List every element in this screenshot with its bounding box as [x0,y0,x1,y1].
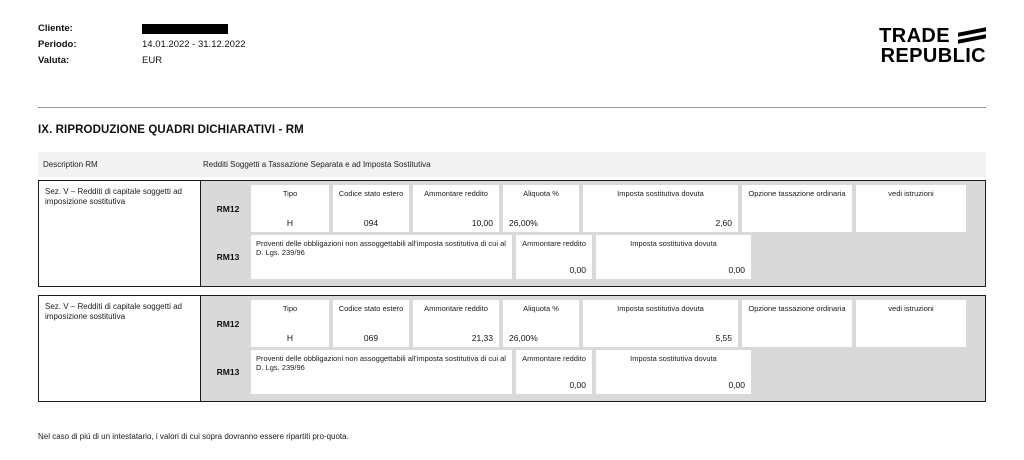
meta-row-periodo [38,40,246,56]
field-empty-opzione [755,235,865,279]
rm-block [38,295,986,402]
field-tipo[interactable] [251,185,329,232]
field-value: 2,60 [715,218,732,228]
field-caption: Imposta sostitutiva dovuta [630,354,717,363]
meta-value-valuta: EUR [142,55,163,67]
field-imposta-sostitutiva-dovuta[interactable] [583,300,738,347]
field-caption: Tipo [282,304,298,313]
meta-row-cliente [38,24,246,40]
field-value: H [286,218,294,228]
meta-value-periodo: 14.01.2022 - 31.12.2022 [142,39,246,51]
field-caption: Ammontare reddito [424,189,488,198]
document-header [38,24,986,94]
description-value: Redditi Soggetti a Tassazione Separata e ad Imposta Sostitutiva [203,160,431,169]
block-body [201,296,985,401]
field-caption: Imposta sostitutiva dovuta [617,304,704,313]
field-caption: Ammontare reddito [424,304,488,313]
field-value: 0,00 [728,265,745,275]
field-caption: Ammontare reddito [522,354,586,363]
block-label: Sez. V – Redditi di capitale soggetti ad imposizione sostitutiva [39,296,201,401]
meta-row-valuta [38,56,246,72]
footnote: Nel caso di piú di un intestatario, i valori di cui sopra dovranno essere ripartiti pro-quota. [38,432,349,441]
row-code: RM12 [216,318,240,329]
field-imposta-sostitutiva-dovuta[interactable] [596,235,751,279]
field-caption: Tipo [282,189,298,198]
meta-label-valuta: Valuta: [38,55,70,67]
field-value: 0,00 [569,380,586,390]
rm-block [38,180,986,287]
field-ammontare-reddito[interactable] [413,300,499,347]
logo-waves-icon [958,28,986,44]
field-caption: vedi istruzioni [888,304,934,313]
field-aliquota[interactable] [503,185,579,232]
description-label: Description RM [43,160,98,169]
field-proventi-note [251,350,512,394]
field-caption: Codice stato estero [338,304,404,313]
field-empty-opzione [755,350,865,394]
field-caption: Aliquota % [523,304,559,313]
field-caption: Imposta sostitutiva dovuta [617,189,704,198]
field-value: 094 [363,218,379,228]
field-imposta-sostitutiva-dovuta[interactable] [596,350,751,394]
description-bar [38,152,986,177]
field-value: 26,00% [509,333,538,343]
meta-label-cliente: Cliente: [38,23,73,34]
row-code: RM12 [216,203,240,214]
field-imposta-sostitutiva-dovuta[interactable] [583,185,738,232]
redacted-client-name [142,24,228,34]
field-value: 21,33 [471,333,493,343]
field-caption: vedi istruzioni [888,189,934,198]
field-caption: Aliquota % [523,189,559,198]
field-caption: Proventi delle obbligazioni non assoggettabili all'imposta sostitutiva di cui al D. Lgs. 239/96 [256,239,506,257]
meta-label-periodo: Periodo: [38,39,77,51]
field-value: H [286,333,294,343]
field-proventi-note [251,235,512,279]
field-value: 10,00 [471,218,493,228]
field-caption: Imposta sostitutiva dovuta [630,239,717,248]
field-empty-vedi [869,350,979,394]
field-ammontare-reddito[interactable] [413,185,499,232]
client-meta-table [38,24,246,72]
logo-text-republic: REPUBLIC [880,45,986,67]
block-label: Sez. V – Redditi di capitale soggetti ad imposizione sostitutiva [39,181,201,286]
field-codice-stato-estero[interactable] [333,300,409,347]
field-caption: Opzione tassazione ordinaria [748,189,846,198]
field-empty-vedi [869,235,979,279]
rm13-row [205,235,979,279]
field-caption: Codice stato estero [338,189,404,198]
meta-value-cliente [142,24,246,40]
section-title: IX. RIPRODUZIONE QUADRI DICHIARATIVI - RM [38,124,304,136]
rm12-row [205,300,979,347]
block-body [201,181,985,286]
field-value: 0,00 [569,265,586,275]
field-opzione-tassazione-ordinaria[interactable] [742,300,852,347]
field-vedi-istruzioni[interactable] [856,300,966,347]
trade-republic-logo [879,26,986,66]
field-aliquota[interactable] [503,300,579,347]
field-vedi-istruzioni[interactable] [856,185,966,232]
field-ammontare-reddito[interactable] [516,235,592,279]
logo-line-1 [879,26,986,46]
logo-text-trade: TRADE [879,25,950,47]
rm13-row [205,350,979,394]
field-ammontare-reddito[interactable] [516,350,592,394]
field-value: 069 [363,333,379,343]
field-caption: Ammontare reddito [522,239,586,248]
field-tipo[interactable] [251,300,329,347]
field-value: 0,00 [728,380,745,390]
field-value: 26,00% [509,218,538,228]
field-caption: Opzione tassazione ordinaria [748,304,846,313]
row-code: RM13 [216,367,240,377]
field-caption: Proventi delle obbligazioni non assoggettabili all'imposta sostitutiva di cui al D. Lgs. 239/96 [256,354,506,372]
row-code: RM13 [216,252,240,262]
rm12-row [205,185,979,232]
field-value: 5,55 [715,333,732,343]
field-opzione-tassazione-ordinaria[interactable] [742,185,852,232]
field-codice-stato-estero[interactable] [333,185,409,232]
header-divider [38,107,986,108]
